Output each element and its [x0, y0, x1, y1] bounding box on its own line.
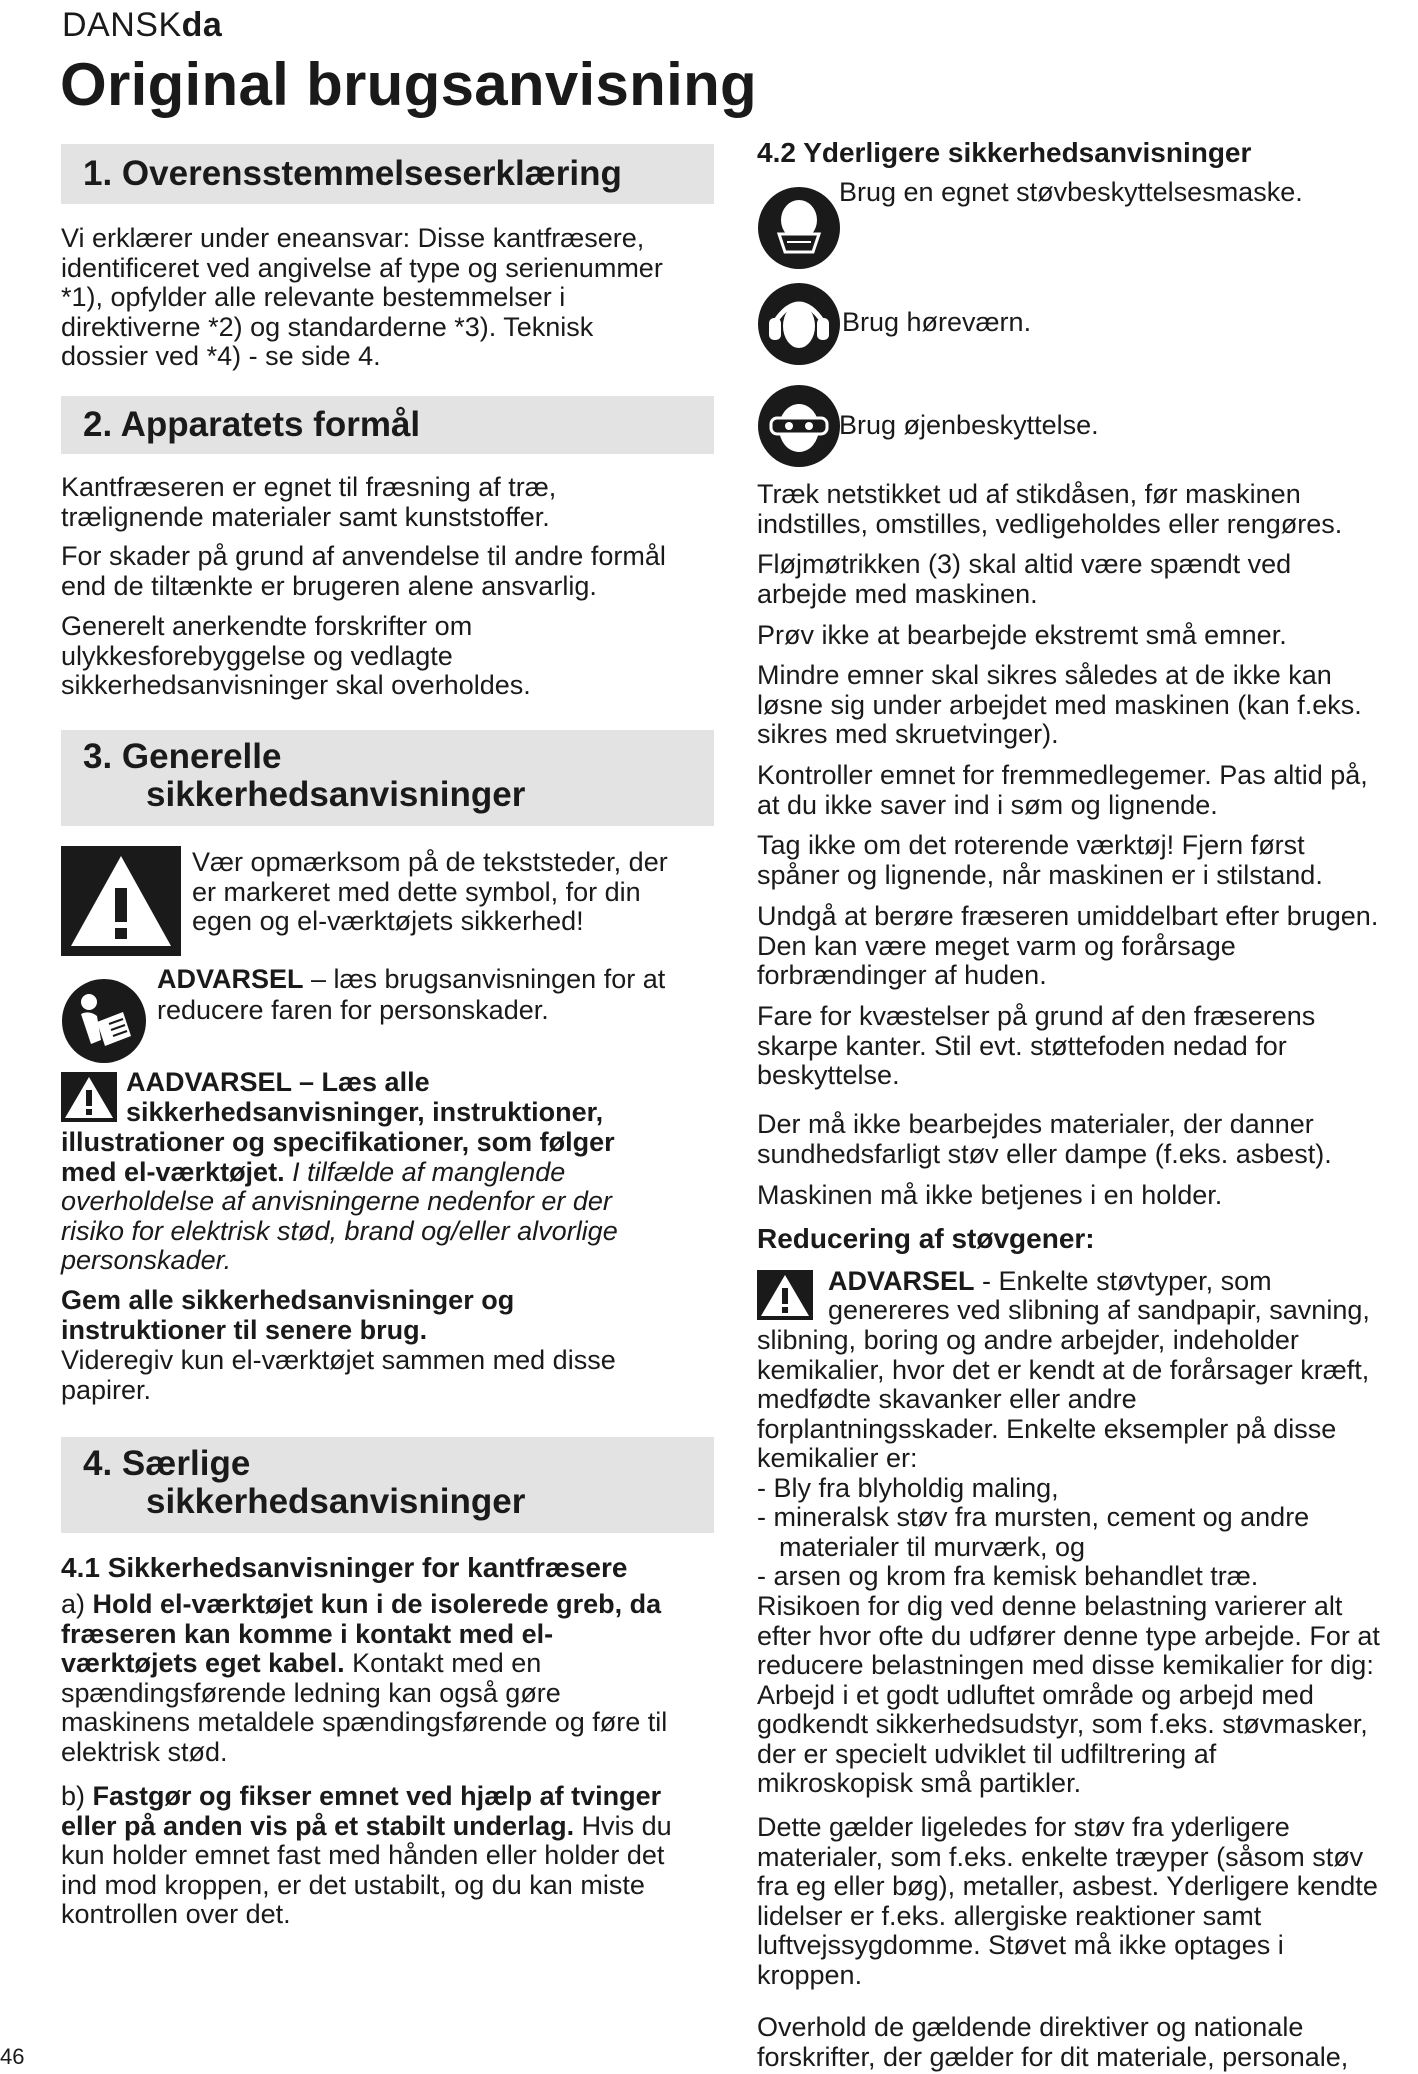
dust-mask-icon — [757, 186, 841, 270]
eye-protection-icon — [757, 384, 841, 468]
read-manual-text: ADVARSEL – læs brugsanvisningen for at reducere faren for personskader. — [157, 964, 666, 1025]
dust-warning-line1: ADVARSEL - Enkelte støvtyper, som — [828, 1266, 1272, 1296]
warning-small-icon — [61, 1072, 117, 1122]
ppe-ear-text: Brug høreværn. — [842, 307, 1032, 337]
purpose-text-3: Generelt anerkendte forskrifter om ulykkesforebyggelse og vedlagte sikkerhedsanvisninger skal overholdes. — [61, 611, 531, 700]
wing-nut-text: Fløjmøtrikken (3) skal altid være spændt ved arbejde med maskinen. — [757, 549, 1292, 609]
page-number: 46 — [0, 2044, 25, 2069]
pass-on-text: Videregiv kun el-værktøjet sammen med disse papirer. — [61, 1345, 616, 1405]
unplug-text: Træk netstikket ud af stikdåsen, før maskinen indstilles, omstilles, vedligeholdes eller rengøres. — [757, 479, 1343, 539]
dust-heading: Reducering af støvgener: — [757, 1223, 1095, 1254]
chemical-item-arsenic: - arsen og krom fra kemisk behandlet træ. — [757, 1561, 1259, 1591]
safety-item-b: b) Fastgør og fikser emnet ved hjælp af tvinger eller på anden vis på et stabilt underlag. Hvis du kun holder emnet fast med hånden eller holder det ind mod kroppen, er det ustabilt, og du kan miste kontrollen over det. — [61, 1781, 672, 1929]
chemical-item-mineral: - mineralsk støv fra mursten, cement og andre — [757, 1502, 1310, 1532]
purpose-text-2: For skader på grund af anvendelse til andre formål end de tiltænkte er brugeren alene ansvarlig. — [61, 541, 666, 601]
hearing-protection-icon — [757, 282, 841, 366]
sharp-edges-text: Fare for kvæstelser på grund af den fræserens skarpe kanter. Stil evt. støttefoden nedad for beskyttelse. — [757, 1001, 1316, 1090]
warning-heading-line2: sikkerhedsanvisninger, instruktioner, — [126, 1097, 604, 1127]
dust-warning-icon — [757, 1270, 813, 1320]
warning-heading-line1: AADVARSEL – Læs alle — [126, 1067, 430, 1097]
secure-workpieces-text: Mindre emner skal sikres således at de ikke kan løsne sig under arbejdet med maskinen (kan f.eks. sikres med skruetvinger). — [757, 660, 1362, 749]
chemical-item-lead: - Bly fra blyholdig maling, — [757, 1473, 1059, 1503]
purpose-text-1: Kantfræseren er egnet til fræsning af træ, trælignende materialer samt kunststoffer. — [61, 472, 557, 532]
risk-text: Risikoen for dig ved denne belastning varierer alt efter hvor ofte du udfører denne type arbejde. For at reducere belastningen med disse kemikalier for dig: Arbejd i et godt udluftet område og arbejd med godkendt sikkerhedsudstyr, som f.eks. støvmasker, der er specielt udviklet til udfiltrering af mikroskopisk små partikler. — [757, 1591, 1380, 1798]
hazardous-dust-text: Der må ikke bearbejdes materialer, der danner sundhedsfarligt støv eller dampe (f.eks. asbest). — [757, 1109, 1332, 1169]
dust-warning-line2: genereres ved slibning af sandpapir, savning, — [828, 1295, 1370, 1325]
section-4-heading: 4. Særlige sikkerhedsanvisninger — [61, 1437, 714, 1533]
warning-text: illustrationer og specifikationer, som følger med el-værktøjet. I tilfælde af manglende overholdelse af anvisningerne nedenfor er der risiko for elektrisk stød, brand og/eller alvorlige personskader. — [61, 1127, 618, 1275]
section-3-heading: 3. Generelle sikkerhedsanvisninger — [61, 730, 714, 826]
rotating-tool-text: Tag ikke om det roterende værktøj! Fjern først spåner og lignende, når maskinen er i stilstand. — [757, 830, 1323, 890]
page-title: Original brugsanvisning — [60, 51, 757, 118]
symbol-notice-text: Vær opmærksom på de tekststeder, der er markeret med dette symbol, for din egen og el-værktøjets sikkerhed! — [192, 847, 668, 936]
safety-item-a: a) Hold el-værktøjet kun i de isolerede greb, da fræseren kan komme i kontakt med el- værktøjets eget kabel. Kontakt med en spændingsførende ledning kan også gøre maskinens metaldele spændingsførende og føre til elektrisk stød. — [61, 1589, 668, 1767]
read-manual-icon — [61, 978, 147, 1064]
foreign-objects-text: Kontroller emnet for fremmedlegemer. Pas altid på, at du ikke saver ind i søm og lignende. — [757, 760, 1368, 820]
ppe-mask-text: Brug en egnet støvbeskyttelsesmaske. — [839, 177, 1303, 207]
other-dust-text: Dette gælder ligeledes for støv fra yderligere materialer, som f.eks. enkelte træyper (såsom støv fra eg eller bøg), metaller, asbest. Yderligere kendte lidelser er f.eks. allergiske reaktioner samt luftvejssygdomme. Støvet må ikke optages i kroppen. — [757, 1812, 1378, 1990]
small-workpieces-text: Prøv ikke at bearbejde ekstremt små emner. — [757, 620, 1287, 650]
chemical-item-mineral-cont: materialer til murværk, og — [779, 1532, 1086, 1562]
ppe-eye-text: Brug øjenbeskyttelse. — [839, 410, 1099, 440]
subsection-4-1-heading: 4.1 Sikkerhedsanvisninger for kantfræsere — [61, 1552, 628, 1583]
language-label: DANSKda — [62, 6, 223, 44]
warning-triangle-icon — [61, 846, 181, 956]
holder-text: Maskinen må ikke betjenes i en holder. — [757, 1180, 1223, 1210]
section-1-heading: 1. Overensstemmelseserklæring — [61, 144, 714, 204]
hot-cutter-text: Undgå at berøre fræseren umiddelbart efter brugen. Den kan være meget varm og forårsage forbrændinger af huden. — [757, 901, 1379, 990]
keep-instructions-text: Gem alle sikkerhedsanvisninger og instruktioner til senere brug. — [61, 1285, 515, 1345]
dust-warning-text: slibning, boring og andre arbejder, indeholder kemikalier, hvor det er kendt at de forårsager kræft, medfødte skavanker eller andre forplantningsskader. Enkelte eksempler på disse kemikalier er: — [757, 1325, 1370, 1473]
subsection-4-2-heading: 4.2 Yderligere sikkerhedsanvisninger — [757, 137, 1252, 168]
regulations-text: Overhold de gældende direktiver og nationale forskrifter, der gælder for dit materiale, personale, — [757, 2012, 1349, 2072]
section-2-heading: 2. Apparatets formål — [61, 396, 714, 454]
declaration-text: Vi erklærer under eneansvar: Disse kantfræsere, identificeret ved angivelse af type og serienummer *1), opfylder alle relevante bestemmelser i direktiverne *2) og standarderne *3). Teknisk dossier ved *4) - se side 4. — [61, 223, 663, 371]
